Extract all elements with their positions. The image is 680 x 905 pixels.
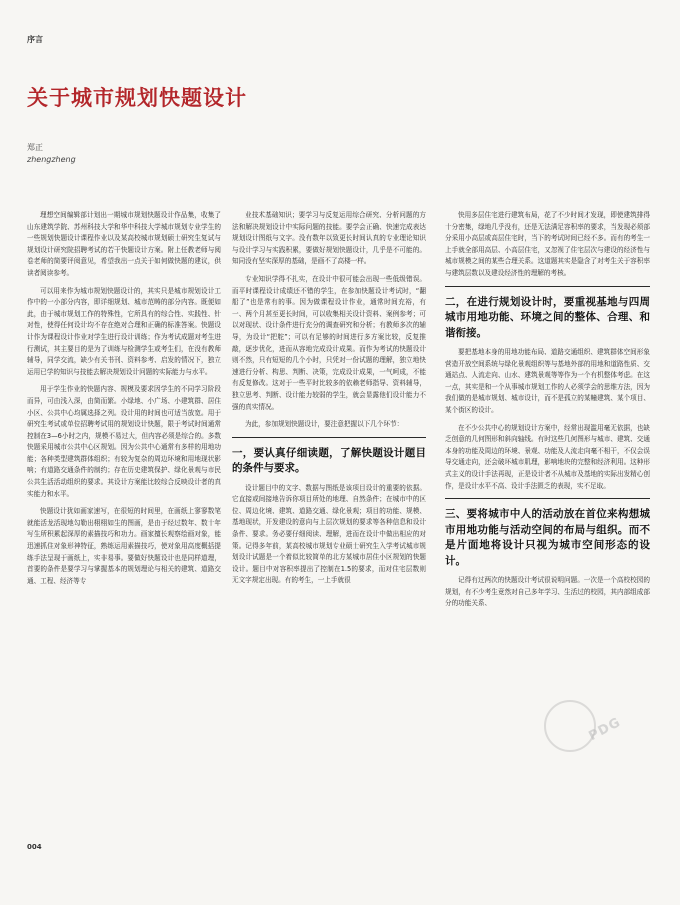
section-divider [445, 286, 650, 287]
paragraph: 要把基地本身的用地功能布局、道路交通组织、建筑群体空间形象营造开放空间系统与绿化景观组织等与基地外部的用地和道路性质、交通站点、人流走向、山水、建筑景观等等作为一个有机整体考虑。在这一点，其实是和一个从事城市规划工作的人必须学会的思维方法，因为我们做的是城市规划、城市设计，而不是孤立的某幢建筑、某个项目、某个街区的设计。 [445, 348, 650, 415]
section-heading-1: 一，要认真仔细读题，了解快题设计题目的条件与要求。 [232, 446, 426, 475]
paragraph: 业技术基础知识；要学习与反复运用综合研究、分析问题的方法和解决规划设计中实际问题的技能。要学会正确、快速完成表达规划设计图纸与文字。没有数年以致更长时间认真的专业理论知识与设计学习与实践积累，要做好规划快题设计，几乎是不可能的。知同没有坚实深厚的基础，是画不了高楼一样。 [232, 211, 426, 266]
paragraph: 用于学生作业的快题内容、规模及要求因学生的不同学习阶段而异，可由浅入深，由简而繁。小绿地、小广场、小建筑群、居住小区、公共中心均属选择之列。设计用的时间也可适当放宽。用于研究生考试或单位招聘考试用的规划设计快题，限于考试时间通常控制在3—6小时之内，规模不易过大，但内容必须是综合的。多数快题采用城市公共中心区规划。因为公共中心通常有多样的用地功能；各种类型建筑群体组织；有较为复杂的周边环境和用地现状影响；有道路交通条件的制约；存在历史建筑保护、绿化景观与市民公共生活活动组织的要求。其设计方案能比较综合反映设计者的真实能力和水平。 [27, 385, 221, 498]
author-pinyin: zhengzheng [27, 155, 76, 164]
section-heading-2: 二，在进行规划设计时，要重视基地与四周城市用地功能、环境之间的整体、合理、和谐衔接。 [445, 295, 650, 339]
paragraph: 专业知识学得不扎实，在设计中很可能会出现一些低级错误。而平时课程设计成绩还不错的学生，在参加快题设计考试时，“翻船了”也是常有的事。因为做课程设计作业，通常时间充裕，有一、两个月甚至更长时间，可以收集相关设计资料、案例参考；可以对现状、设计条件进行充分的调查研究和分析；有教师多次的辅导，为设计“把舵”；可以有足够的时间进行多方案比较，反复推敲，逐步优化，进而从容地完成设计成果。而作为考试的快题设计则不然，只有短短的几个小时，只凭对一份试题的理解，独立地快速进行分析、构思、判断、决策，完成设计成果，一气呵成，不能有反复修改。这对于一些平时比较多的依赖老师指导、资料辅导，独立思考、判断、设计能力较弱的学生，就会显露他们设计能力不强的真实情况。 [232, 274, 426, 411]
section-divider [445, 498, 650, 499]
article-title: 关于城市规划快题设计 [27, 86, 247, 110]
author-name: 郑正 [27, 143, 43, 152]
page-number: 004 [27, 843, 42, 851]
section-heading-3: 三、要将城市中人的活动放在首位来构想城市用地功能与活动空间的布局与组织。而不是片面地将设计只视为城市空间形态的设计。 [445, 508, 650, 567]
paragraph: 记得有过两次的快题设计考试很说明问题。一次是一个高校校园的规划，有不少考生竟然对自己多年学习、生活过的校园，其内部组成部分的功能关系、 [445, 576, 650, 608]
section-tag: 序言 [27, 35, 43, 44]
watermark-text: PDG [586, 714, 624, 745]
watermark-seal-icon [544, 700, 596, 752]
paragraph: 快用多层住宅进行建筑布局，花了不少时间才发现，即使建筑排得十分密集，绿地几乎没有，还是无法满足容积率的要求，当发现必须部分采用小高层或高层住宅时，当下的考试时间已经不多。而有的考生一上手就全部用高层、小高层住宅，又忽视了住宅层次与建设的经济性与城市规模之间的某些合理关系。这道题其实是隐含了对考生关于容积率与建筑层数以及建设经济性的理解的考核。 [445, 211, 650, 277]
paragraph: 快题设计犹如画家速写，在很短的时间里，在画纸上寥寥数笔就能活龙活现地勾勒出栩栩如生的图画，是由于经过数年、数十年写生所积累起深厚的素描技巧和功力。画家擅长观察绘画对象，能迅速抓住对象形神特征，熟练运用素描技巧，使对象用高度概括提练手法呈现于画纸上，实非易事。要做好快题设计也是同样道理，首要的条件是要学习与掌握基本的规划理论与相关的建筑、道路交通、工程、经济等专 [27, 507, 221, 585]
paragraph: 理想空间编辑部计划出一期城市规划快题设计作品集，收集了山东建筑学院、苏州科技大学和华中科技大学城市规划专业学生的一些规划快题设计课程作业以及某高校城市规划硕士研究生复试与规划设计研究院招聘考试的若干快题设计方案。附上任教老师与阅卷老师的简要评阅意见，希望我出一点关于如何做快题的建议，供读者阅读参考。 [27, 211, 221, 277]
paragraph: 设计题目中的文字、数据与图纸是该项目设计的重要的依据。它直接或间接地告诉你项目所处的地理、自然条件；在城市中的区位、周边化境、建筑、道路交通、绿化景观；项目的功能、规模、基地现状，开发建设的意向与上层次规划的要求等各种信息和设计条件、要求。务必要仔细阅读、理解，进而在设计中做出相应的对策。记得多年前，某高校城市规划专业硕士研究生入学考试城市规划设计试题是一个着似比较简单的北方某城市居住小区规划的快题设计。题目中对容积率提出了控制在1.5的要求，而对住宅层数则无文字规定出现。有的考生，一上手就很 [232, 483, 426, 585]
paragraph: 可以用来作为城市规划快题设计的，其实只是城市规划设计工作中的一小部分内容，即详细规划、城市范畴的部分内容。既便如此，由于城市规划工作的特殊性，它所具有的综合性、实践性、针对性，使得任何设计均不存在绝对合理和正确的标准答案。快题设计作为课程设计作业对学生进行设计训练；作为考试成题对考生进行测试，其主要目的是为了训练与检测学生或考生们，在没有教师辅导，同学交流，缺少有关书刊、资料参考、启发的情况下，独立运用已学的知识与技能去解决规划设计问题的实际能力与水平。 [27, 286, 221, 376]
column-1 [27, 210, 221, 593]
column-3 [445, 210, 650, 616]
paragraph: 为此，参加规划快题设计，要注意把握以下几个环节： [245, 420, 404, 429]
paragraph: 在不少公共中心的规划设计方案中，经常出现滥用毫无依据，也缺乏创意的几何图形和斜向轴线。有时这些几何图形与城市、建筑、交通本身的功能及周边的环境、景观、功能及人流走向毫不相干，不仅会误导交通走向，还会破坏城市肌理，影响地块的完整和经济利用。这种形式主义的设计手法再现，正是设计者不从城市及基地的实际出发精心创作，是设计水平不高、设计手法匮乏的表现，实不足取。 [445, 423, 650, 490]
section-divider [232, 437, 426, 438]
column-2 [232, 210, 426, 593]
